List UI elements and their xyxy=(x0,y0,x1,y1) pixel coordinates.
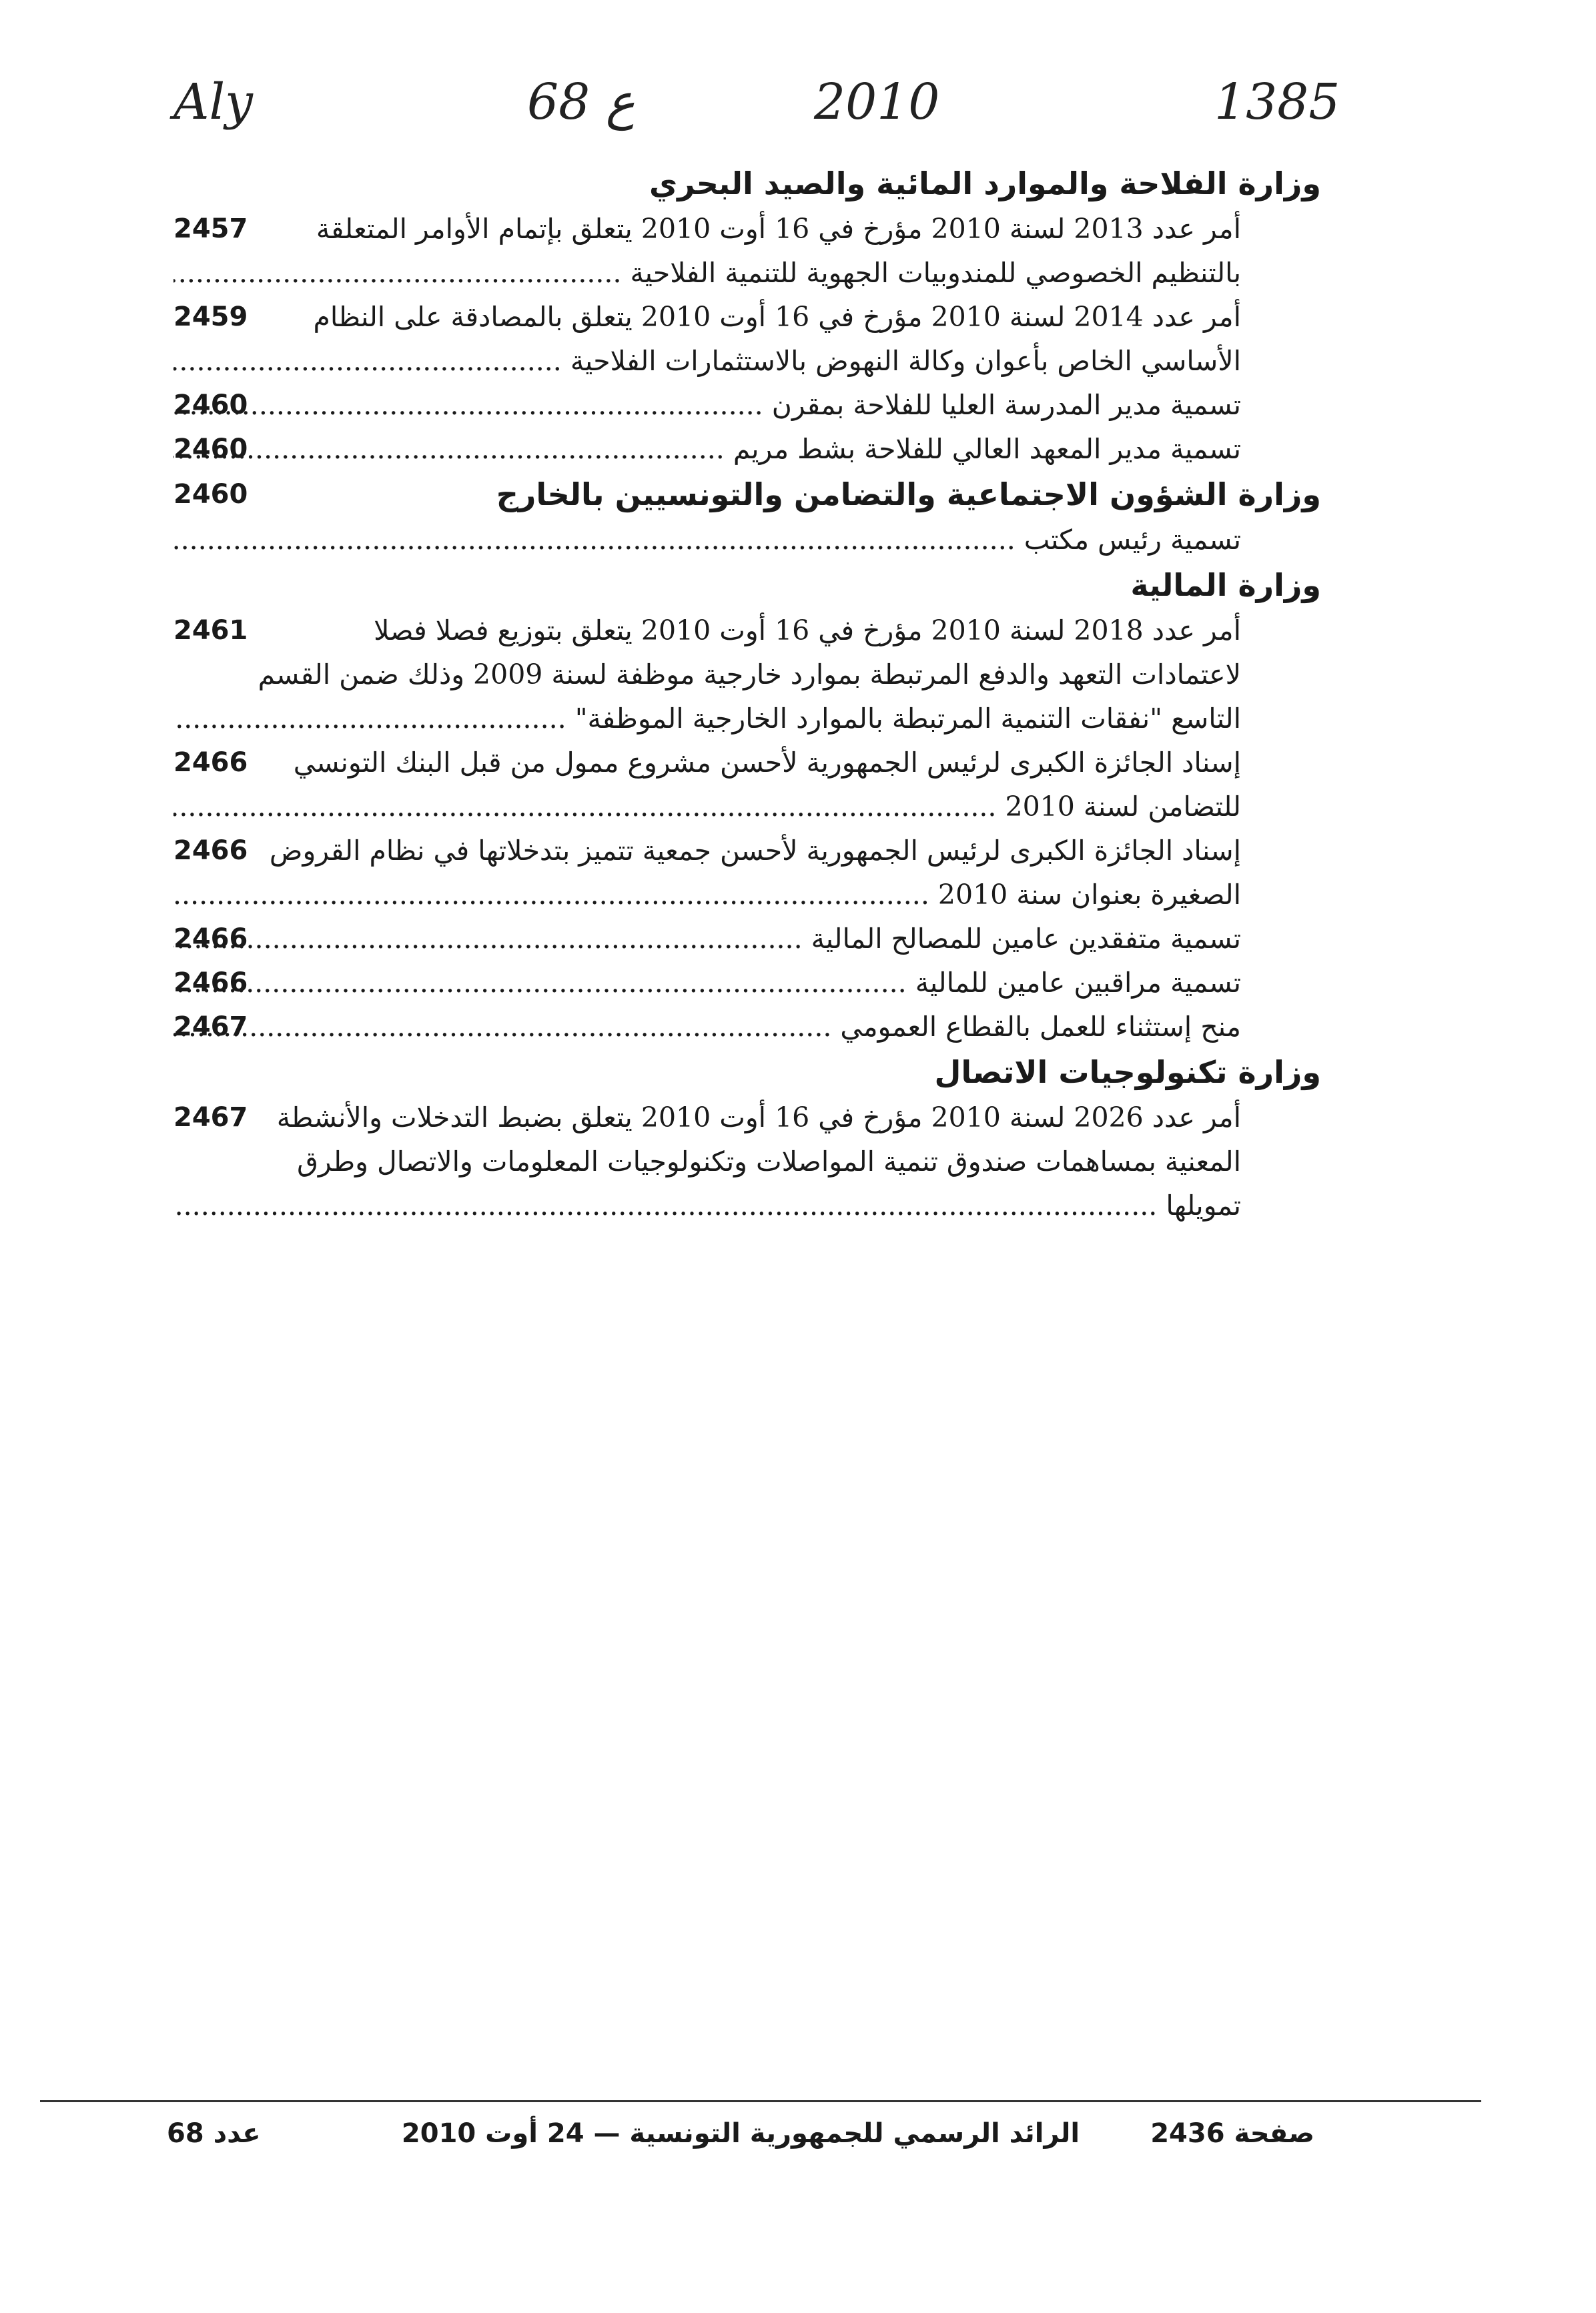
toc-entry-line xyxy=(173,518,1321,562)
handwritten-note-1: Aly xyxy=(173,73,253,131)
footer-issue-number: عدد 68 xyxy=(167,2118,261,2149)
ministry-heading: وزارة تكنولوجيات الاتصال xyxy=(934,1054,1321,1090)
toc-entry-text: المعنية بمساهمات صندوق تنمية المواصلات وتكنولوجيات المعلومات والاتصال وطرق xyxy=(297,1145,1241,1178)
toc-entry-text: التاسع "نفقات التنمية المرتبطة بالموارد الخارجية الموظفة" ..... xyxy=(173,697,1241,741)
toc-entry-page-number: 2467 xyxy=(173,1102,248,1133)
ministry-page-number: 2460 xyxy=(173,479,248,510)
toc-entry-text: تسمية رئيس مكتب ..... xyxy=(173,518,1241,562)
toc-entry-line xyxy=(173,339,1321,383)
footer-page-number: صفحة 2436 xyxy=(1150,2118,1314,2149)
toc-entry-text: إسناد الجائزة الكبرى لرئيس الجمهورية لأحسن مشروع ممول من قبل البنك التونسي xyxy=(293,747,1241,779)
toc-entry-text: إسناد الجائزة الكبرى لرئيس الجمهورية لأحسن جمعية تتميز بتدخلاتها في نظام القروض xyxy=(269,835,1241,867)
toc-entry-line xyxy=(173,697,1321,741)
toc-entry-line xyxy=(173,961,1321,1005)
toc-entry-line xyxy=(173,207,1321,251)
toc-entry-text: منح إستثناء للعمل بالقطاع العمومي ..... xyxy=(173,1005,1241,1049)
footer-journal-title: الرائد الرسمي للجمهورية التونسية — 24 أوت 2010 xyxy=(401,2118,1080,2149)
handwritten-note-3: 2010 xyxy=(814,73,940,131)
toc-entry[interactable] xyxy=(173,383,1321,427)
toc-entry-text: تمويلها ..... xyxy=(173,1184,1241,1228)
toc-entry-page-number: 2460 xyxy=(173,434,248,464)
toc-entry[interactable] xyxy=(173,518,1321,562)
toc-entry[interactable] xyxy=(173,961,1321,1005)
page-footer xyxy=(167,2118,1314,2165)
footer-divider xyxy=(40,2100,1481,2102)
toc-entry-text: بالتنظيم الخصوصي للمندوبيات الجهوية للتنمية الفلاحية ..... xyxy=(173,251,1241,295)
toc-entry-line xyxy=(173,608,1321,652)
toc-entry-text: تسمية متفقدين عامين للمصالح المالية ..... xyxy=(173,917,1241,961)
toc-entry-text: تسمية مراقبين عامين للمالية ..... xyxy=(173,961,1241,1005)
toc-entry[interactable] xyxy=(173,1095,1321,1228)
toc-entry-line xyxy=(173,383,1321,427)
toc-entry-line xyxy=(173,1005,1321,1049)
toc-entry-page-number: 2467 xyxy=(173,1011,248,1042)
ministry-heading-row xyxy=(173,471,1321,518)
toc-entry-line xyxy=(173,1139,1321,1184)
toc-entry-page-number: 2459 xyxy=(173,302,248,332)
toc-entry-line xyxy=(173,741,1321,785)
ministry-heading: وزارة المالية xyxy=(1130,567,1321,603)
handwritten-annotations xyxy=(0,60,1596,167)
toc-entry-text: لاعتمادات التعهد والدفع المرتبطة بموارد خارجية موظفة لسنة 2009 وذلك ضمن القسم xyxy=(258,658,1241,690)
toc-entry-text: أمر عدد 2026 لسنة 2010 مؤرخ في 16 أوت 2010 يتعلق بضبط التدخلات والأنشطة xyxy=(276,1101,1241,1133)
toc-entry-line xyxy=(173,1184,1321,1228)
toc-entry[interactable] xyxy=(173,1005,1321,1049)
toc-entry[interactable] xyxy=(173,829,1321,917)
toc-entry-text: أمر عدد 2013 لسنة 2010 مؤرخ في 16 أوت 2010 يتعلق بإتمام الأوامر المتعلقة xyxy=(316,213,1241,245)
toc-entry-line xyxy=(173,251,1321,295)
ministry-heading: وزارة الفلاحة والموارد المائية والصيد البحري xyxy=(649,165,1321,201)
toc-entry-text: الصغيرة بعنوان سنة 2010 ..... xyxy=(173,873,1241,917)
toc-entry-line xyxy=(173,1095,1321,1139)
handwritten-note-4: 1385 xyxy=(1214,73,1340,131)
handwritten-note-2: 68 ع xyxy=(527,73,635,131)
toc-entry[interactable] xyxy=(173,427,1321,471)
toc-entry-text: الأساسي الخاص بأعوان وكالة النهوض بالاستثمارات الفلاحية ..... xyxy=(173,339,1241,383)
toc-entry-text: للتضامن لسنة 2010 ..... xyxy=(173,785,1241,829)
ministry-heading-row xyxy=(173,562,1321,608)
toc-entry-page-number: 2466 xyxy=(173,835,248,866)
table-of-contents xyxy=(173,160,1321,1228)
toc-entry-text: تسمية مدير المعهد العالي للفلاحة بشط مريم ..... xyxy=(173,427,1241,471)
toc-entry-line xyxy=(173,652,1321,697)
toc-entry[interactable] xyxy=(173,917,1321,961)
toc-entry-page-number: 2466 xyxy=(173,967,248,998)
toc-entry-line xyxy=(173,427,1321,471)
toc-entry[interactable] xyxy=(173,207,1321,295)
ministry-heading-row xyxy=(173,160,1321,207)
toc-entry-page-number: 2461 xyxy=(173,615,248,646)
ministry-heading: وزارة الشؤون الاجتماعية والتضامن والتونسيين بالخارج xyxy=(496,476,1321,512)
ministry-heading-row xyxy=(173,1049,1321,1095)
toc-entry-line xyxy=(173,873,1321,917)
toc-entry-line xyxy=(173,295,1321,339)
toc-entry-line xyxy=(173,829,1321,873)
toc-entry[interactable] xyxy=(173,741,1321,829)
toc-entry-page-number: 2460 xyxy=(173,390,248,420)
toc-entry-page-number: 2457 xyxy=(173,213,248,244)
toc-entry[interactable] xyxy=(173,295,1321,383)
toc-entry-line xyxy=(173,917,1321,961)
toc-entry-page-number: 2466 xyxy=(173,923,248,954)
toc-entry-page-number: 2466 xyxy=(173,747,248,778)
toc-entry-line xyxy=(173,785,1321,829)
toc-entry-text: أمر عدد 2018 لسنة 2010 مؤرخ في 16 أوت 2010 يتعلق بتوزيع فصلا فصلا xyxy=(374,614,1241,646)
toc-entry-text: أمر عدد 2014 لسنة 2010 مؤرخ في 16 أوت 2010 يتعلق بالمصادقة على النظام xyxy=(313,301,1241,333)
toc-entry-text: تسمية مدير المدرسة العليا للفلاحة بمقرن ..... xyxy=(173,383,1241,427)
toc-entry[interactable] xyxy=(173,608,1321,741)
